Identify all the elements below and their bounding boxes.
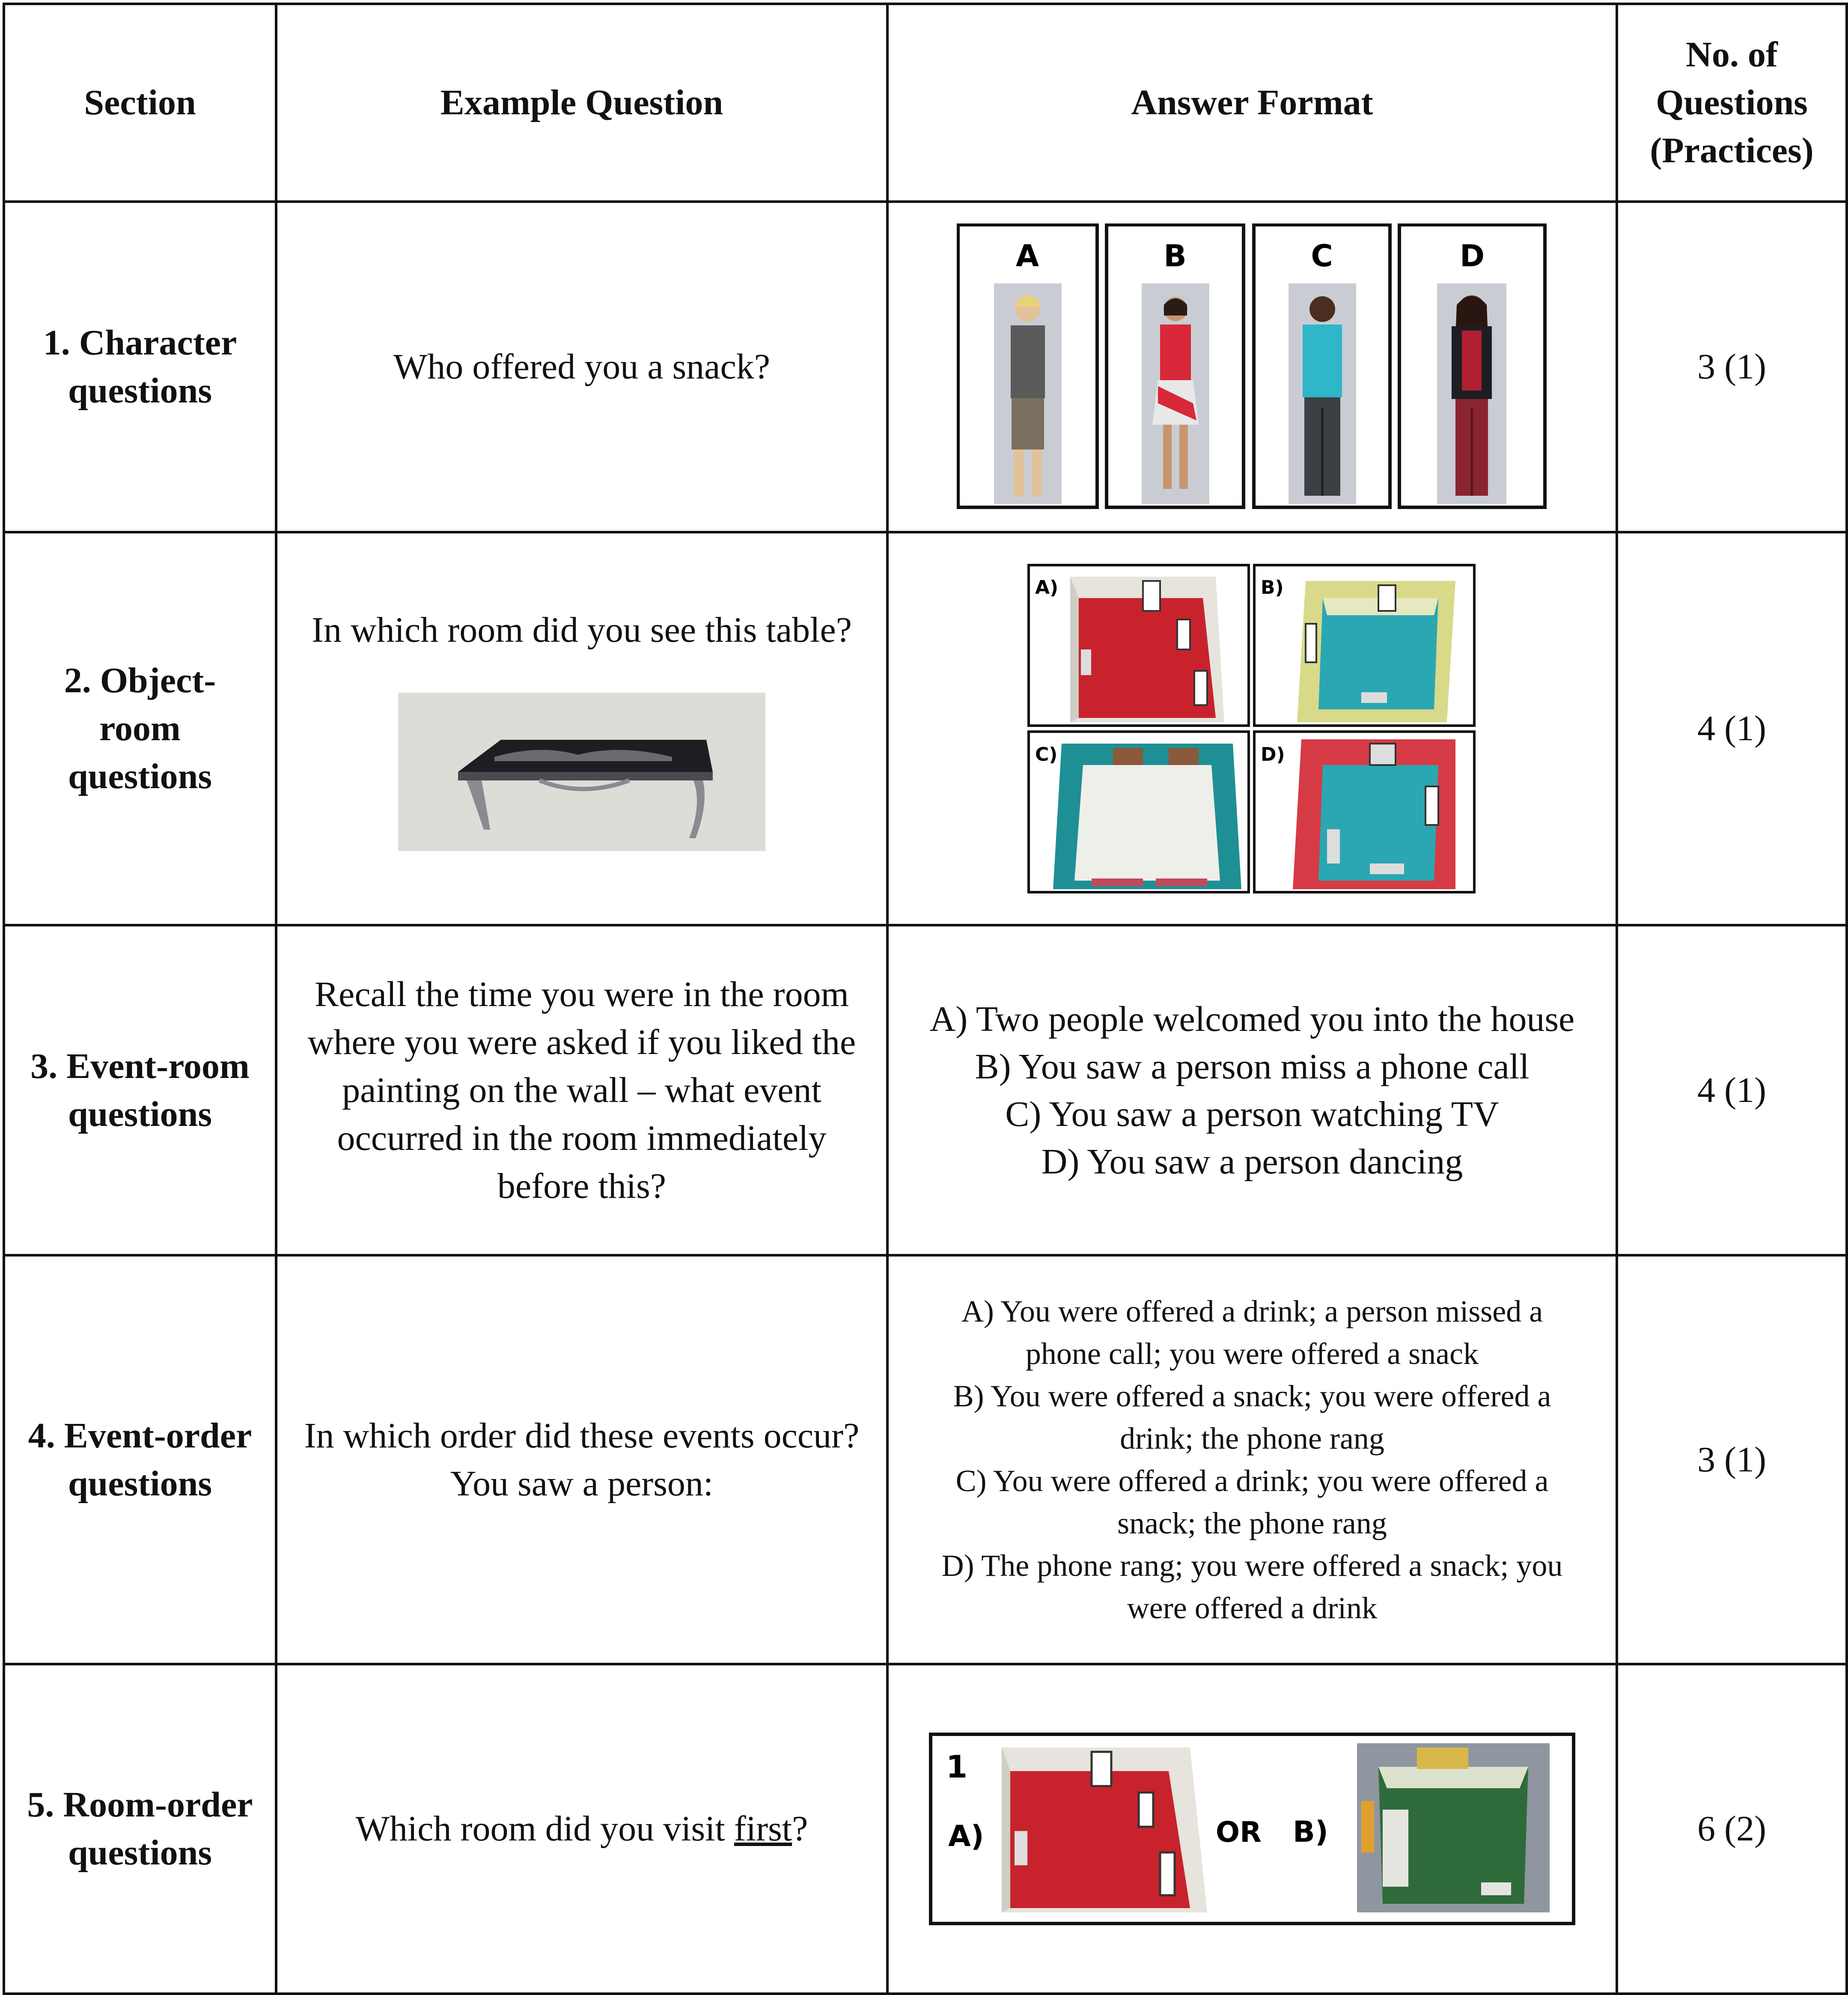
header-row xyxy=(4,4,1847,202)
character-card-b xyxy=(1107,225,1244,507)
count-cell: 4 (1) xyxy=(1617,925,1847,1255)
character-card-c xyxy=(1254,225,1390,507)
room-order-room-a xyxy=(1002,1748,1207,1912)
answer-line: A) Two people welcomed you into the house xyxy=(929,999,1575,1039)
room-choice-a xyxy=(1029,565,1249,726)
table-row xyxy=(4,1255,1847,1664)
room-choice-c xyxy=(1029,732,1249,892)
answer-line: D) You saw a person dancing xyxy=(1041,1141,1463,1182)
room-choice-b xyxy=(1254,565,1474,726)
answer-line: were offered a drink xyxy=(1127,1590,1378,1625)
answer-line: snack; the phone rang xyxy=(1117,1506,1387,1540)
question-cell xyxy=(276,1255,887,1664)
section-cell xyxy=(4,1664,276,1994)
answer-line: phone call; you were offered a snack xyxy=(1025,1336,1479,1371)
question-line: Who offered you a snack? xyxy=(393,347,771,387)
section-cell xyxy=(4,532,276,925)
answer-cell xyxy=(887,1664,1617,1994)
section-line: 1. Character xyxy=(43,323,237,363)
question-line: Recall the time you were in the room xyxy=(315,974,849,1014)
choice-label: D) xyxy=(1261,744,1285,765)
question-table xyxy=(3,3,1848,1995)
choice-label: D xyxy=(1459,238,1485,274)
table-row xyxy=(4,202,1847,532)
table-row xyxy=(4,532,1847,925)
choice-label: B) xyxy=(1261,577,1284,598)
choice-label: A) xyxy=(1035,577,1059,598)
section-line: 5. Room-order xyxy=(27,1785,253,1825)
count-cell: 4 (1) xyxy=(1617,532,1847,925)
answer-line: B) You saw a person miss a phone call xyxy=(975,1046,1530,1087)
question-underlined: first xyxy=(734,1809,792,1849)
section-line: 4. Event-order xyxy=(28,1415,252,1456)
room-order-room-b xyxy=(1357,1743,1550,1912)
header-example-question: Example Question xyxy=(276,4,887,202)
question-line: before this? xyxy=(497,1166,667,1206)
header-num-line: (Practices) xyxy=(1650,131,1814,170)
section-line: room xyxy=(99,709,181,748)
room-order-or: OR xyxy=(1216,1816,1262,1849)
room-order-label-b: B) xyxy=(1293,1815,1328,1849)
section-cell xyxy=(4,925,276,1255)
room-choice-d xyxy=(1254,732,1474,892)
choice-label: C xyxy=(1311,238,1333,274)
character-card-a xyxy=(958,225,1097,507)
question-pre: Which room did you visit xyxy=(355,1809,734,1849)
answer-cell xyxy=(887,202,1617,532)
choice-label: A xyxy=(1015,238,1039,274)
character-card-d xyxy=(1399,225,1545,507)
section-line: questions xyxy=(68,756,212,796)
section-line: questions xyxy=(68,1833,212,1873)
answer-line: D) The phone rang; you were offered a snack; you xyxy=(941,1548,1563,1583)
choice-label: C) xyxy=(1035,744,1058,765)
question-cell xyxy=(276,925,887,1255)
answer-line: C) You were offered a drink; you were offered a xyxy=(955,1463,1549,1498)
room-order-number: 1 xyxy=(946,1749,968,1785)
answer-cell xyxy=(887,925,1617,1255)
section-line: 3. Event-room xyxy=(30,1046,250,1086)
question-post: ? xyxy=(792,1809,808,1849)
section-line: questions xyxy=(68,1463,212,1504)
section-line: questions xyxy=(68,1094,212,1134)
question-line: In which order did these events occur? xyxy=(304,1415,860,1456)
section-cell xyxy=(4,1255,276,1664)
header-num-line: No. of xyxy=(1686,35,1778,74)
character-choices-image xyxy=(957,223,1547,510)
question-line: occurred in the room immediately xyxy=(337,1118,827,1158)
answer-cell xyxy=(887,1255,1617,1664)
count-cell: 3 (1) xyxy=(1617,1255,1847,1664)
room-choices-image xyxy=(1027,564,1477,893)
question-text xyxy=(356,1809,808,1849)
count-cell: 3 (1) xyxy=(1617,202,1847,532)
question-cell xyxy=(276,202,887,532)
header-num-questions xyxy=(1617,4,1847,202)
question-line: where you were asked if you liked the xyxy=(307,1022,856,1062)
room-order-label-a: A) xyxy=(948,1819,984,1853)
question-line: You saw a person: xyxy=(450,1463,714,1504)
header-num-line: Questions xyxy=(1656,83,1808,122)
section-cell xyxy=(4,202,276,532)
answer-line: A) You were offered a drink; a person missed a xyxy=(961,1294,1543,1328)
section-line: questions xyxy=(68,371,212,411)
table-object-image xyxy=(398,693,765,851)
section-line: 2. Object- xyxy=(64,661,216,700)
question-line: In which room did you see this table? xyxy=(311,610,852,650)
answer-cell xyxy=(887,532,1617,925)
question-cell xyxy=(276,532,887,925)
room-order-image xyxy=(929,1733,1575,1925)
question-cell xyxy=(276,1664,887,1994)
header-answer-format: Answer Format xyxy=(887,4,1617,202)
answer-line: drink; the phone rang xyxy=(1120,1421,1384,1456)
choice-label: B xyxy=(1164,238,1187,274)
answer-line: B) You were offered a snack; you were offered a xyxy=(953,1379,1551,1413)
count-cell: 6 (2) xyxy=(1617,1664,1847,1994)
question-line: painting on the wall – what event xyxy=(342,1070,821,1110)
header-section: Section xyxy=(4,4,276,202)
table-row xyxy=(4,925,1847,1255)
answer-line: C) You saw a person watching TV xyxy=(1005,1094,1499,1134)
table-row xyxy=(4,1664,1847,1994)
